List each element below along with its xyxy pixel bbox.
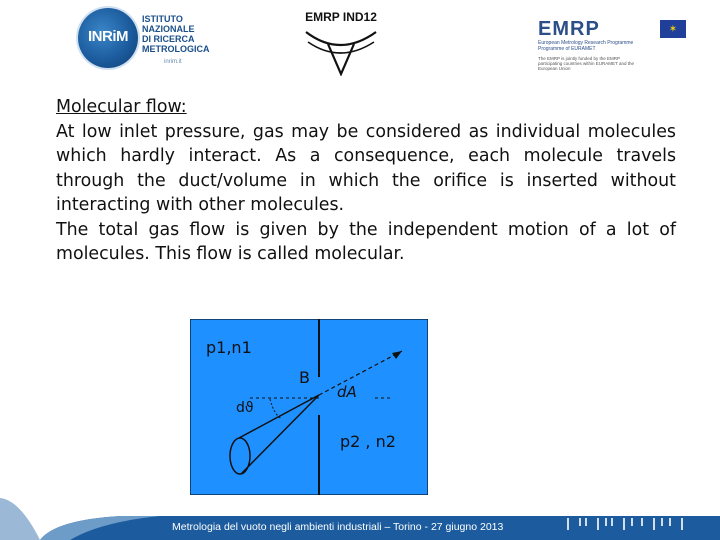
label-area: dA: [337, 383, 357, 401]
molecular-flow-diagram: [190, 319, 428, 495]
diagram-svg: [190, 319, 428, 495]
label-downstream: p2 , n2: [340, 432, 396, 451]
header: [0, 0, 720, 80]
slide-title: Molecular flow:: [56, 97, 187, 117]
inrim-logo-mark: INRiM: [88, 28, 128, 45]
inrim-name-line: METROLOGICA: [142, 44, 210, 54]
footer: [0, 496, 720, 540]
emrp-logo-fine-print: The EMRP is jointly funded by the EMRP participating countries within EURAMET and the European Union: [538, 56, 634, 71]
inrim-logo-sub: inrim.it: [164, 59, 182, 65]
paragraph-flow: The total gas flow is given by the independent motion of a lot of molecules. This flow is called molecular.: [56, 219, 676, 264]
slide-content: [56, 95, 676, 267]
label-upstream: p1,n1: [206, 338, 252, 357]
footer-ruler-decoration: [566, 516, 686, 532]
emrp-logo-line2: Programme of EURAMET: [538, 46, 596, 52]
ind12-logo-label: EMRP IND12: [305, 10, 377, 24]
inrim-logo: [78, 6, 208, 72]
emrp-logo-line1: European Metrology Research Programme: [538, 40, 634, 46]
label-point-b: B: [299, 368, 310, 387]
inrim-name-line: NAZIONALE: [142, 24, 195, 34]
paragraph-molecules: At low inlet pressure, gas may be considered as individual molecules which hardly interact. As a consequence, each molecule travels through the duct/volume in which the orifice is inserted without interacting with other molecules.: [56, 121, 676, 215]
inrim-name-line: DI RICERCA: [142, 34, 195, 44]
eu-flag-icon: ✶: [660, 20, 686, 38]
ind12-logo-mark: [302, 24, 380, 76]
emrp-ind12-logo: [296, 10, 386, 80]
footer-text: Metrologia del vuoto negli ambienti industriali – Torino - 27 giugno 2013: [172, 521, 504, 533]
inrim-name-line: ISTITUTO: [142, 14, 183, 24]
label-angle: dϑ: [236, 400, 254, 416]
inrim-logo-name: [142, 14, 210, 54]
emrp-logo-word: EMRP: [538, 18, 600, 40]
emrp-logo: [538, 18, 698, 72]
